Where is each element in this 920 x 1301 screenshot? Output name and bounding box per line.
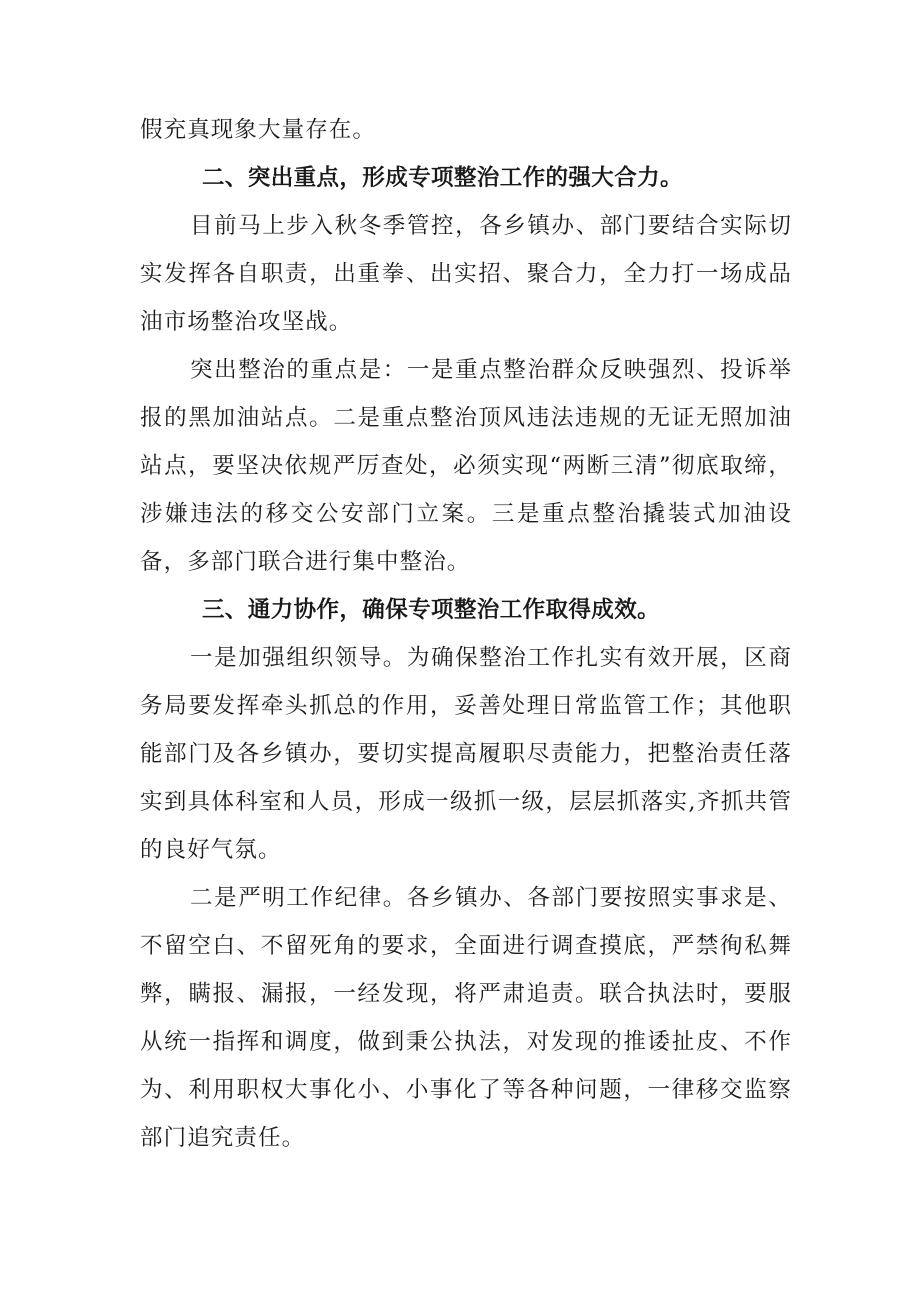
- section-heading-3: 三、通力协作，确保专项整治工作取得成效。: [202, 597, 661, 623]
- paragraph: 一是加强组织领导。为确保整治工作扎实有效开展，区商务局要发挥牵头抓总的作用，妥善处理日常监管工作；其他职能部门及各乡镇办，要切实提高履职尽责能力，把整治责任落实到具体科室和人员，形成一级抓一级，层层抓落实,齐抓共管的良好气氛。: [140, 645, 792, 863]
- document-body: [140, 106, 792, 1162]
- paragraph: 二是严明工作纪律。各乡镇办、各部门要按照实事求是、不留空白、不留死角的要求，全面进行调查摸底，严禁徇私舞弊，瞒报、漏报，一经发现，将严肃追责。联合执法时，要服从统一指挥和调度，做到秉公执法，对发现的推诿扯皮、不作为、利用职权大事化小、小事化了等各种问题，一律移交监察部门追究责任。: [140, 885, 792, 1151]
- paragraph-continuation: 假充真现象大量存在。: [140, 117, 377, 143]
- paragraph: 突出整治的重点是：一是重点整治群众反映强烈、投诉举报的黑加油站点。二是重点整治顶风违法违规的无证无照加油站点，要坚决依规严厉查处，必须实现“两断三清”彻底取缔，涉嫌违法的移交公安部门立案。三是重点整治撬装式加油设备，多部门联合进行集中整治。: [140, 357, 792, 575]
- paragraph: 目前马上步入秋冬季管控，各乡镇办、部门要结合实际切实发挥各自职责，出重拳、出实招、聚合力，全力打一场成品油市场整治攻坚战。: [140, 213, 792, 335]
- section-heading-2: 二、突出重点，形成专项整治工作的强大合力。: [202, 165, 683, 191]
